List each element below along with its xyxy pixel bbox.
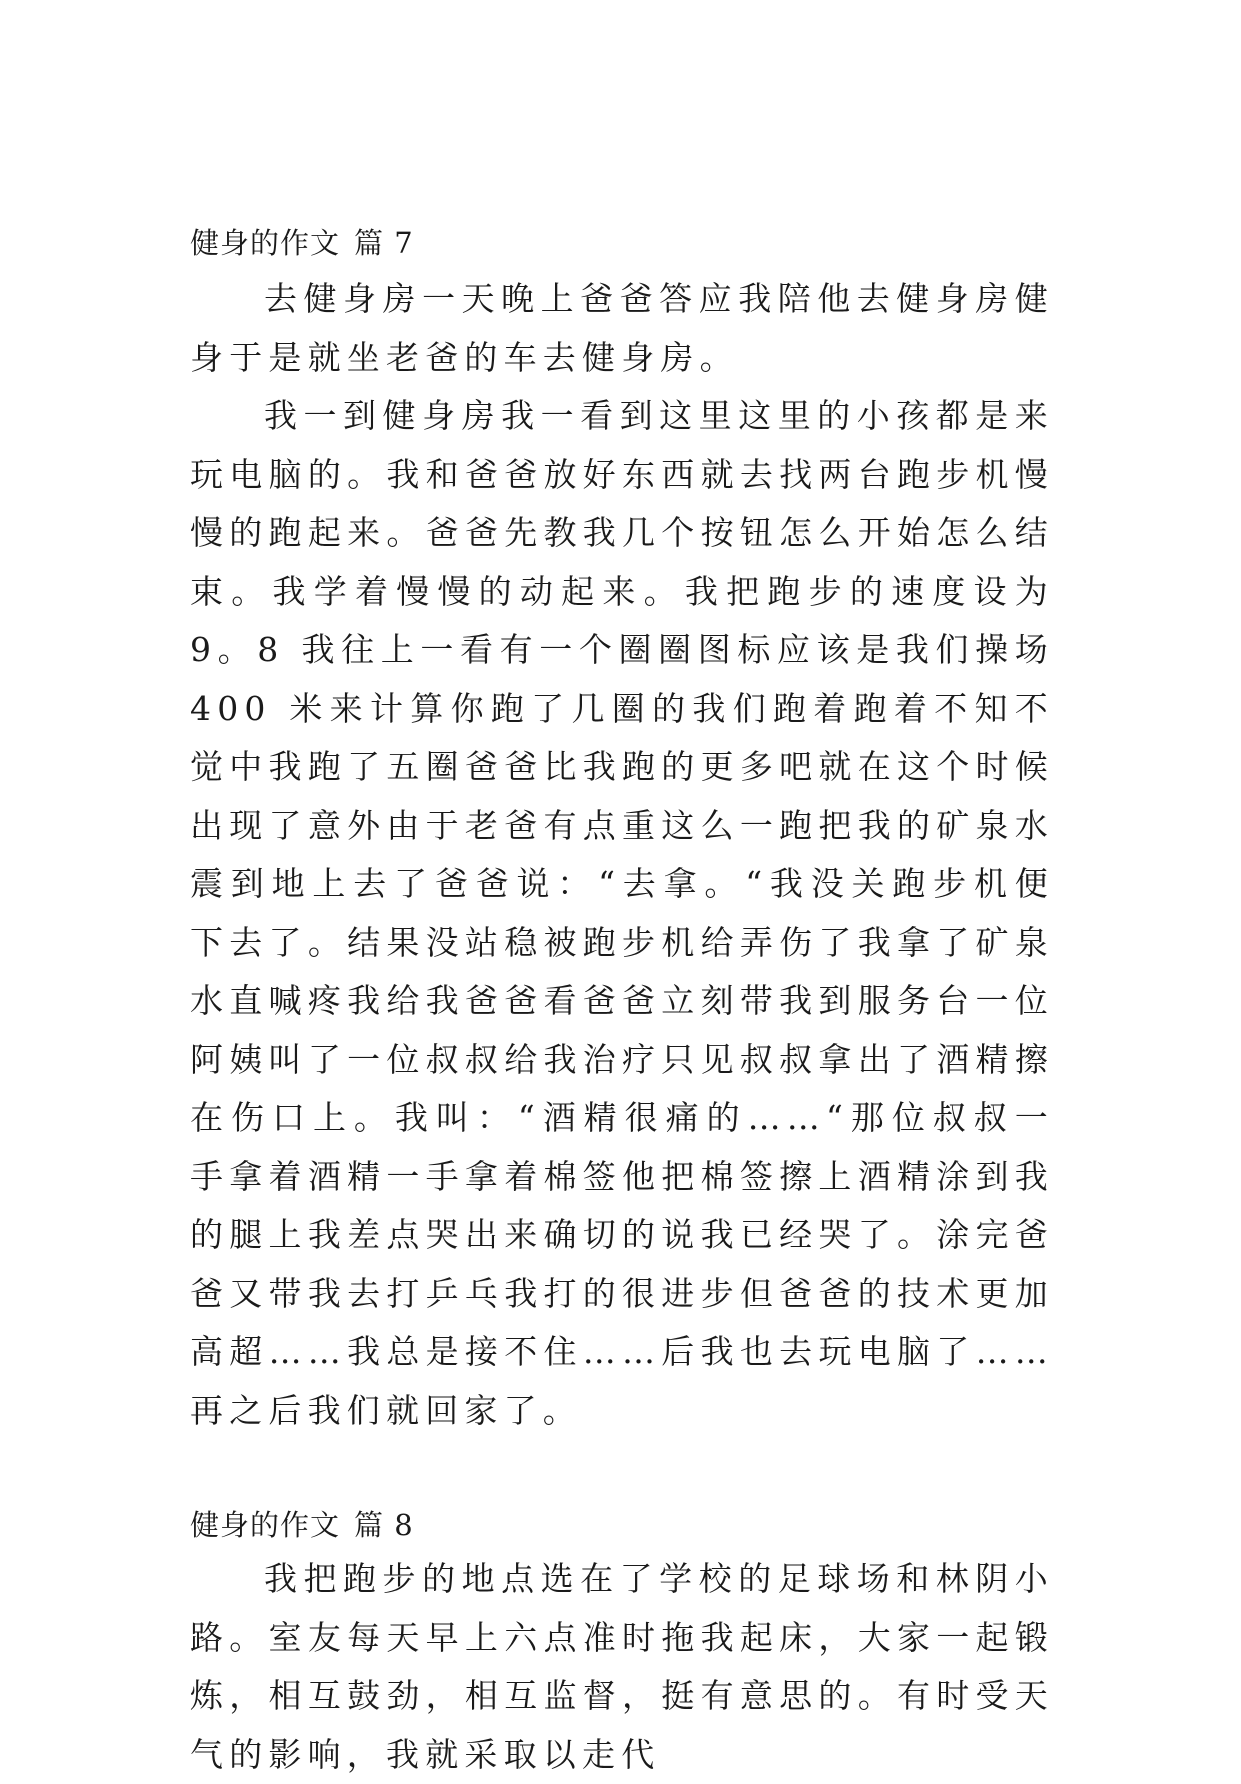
paragraph: 我一到健身房我一看到这里这里的小孩都是来玩电脑的。我和爸爸放好东西就去找两台跑步机慢慢的跑起来。爸爸先教我几个按钮怎么开始怎么结束。我学着慢慢的动起来。我把跑步的速度设为 9。8 我往上一看有一个圈圈图标应该是我们操场 400 米来计算你跑了几圈的我们跑着跑着不知不觉中我跑了五圈爸爸比我跑的更多吧就在这个时候出现了意外由于老爸有点重这么一跑把我的矿泉水震到地上去了爸爸说：“去拿。“我没关跑步机便下去了。结果没站稳被跑步机给弄伤了我拿了矿泉水直喊疼我给我爸爸看爸爸立刻带我到服务台一位阿姨叫了一位叔叔给我治疗只见叔叔拿出了酒精擦在伤口上。我叫：“酒精很痛的……“那位叔叔一手拿着酒精一手拿着棉签他把棉签擦上酒精涂到我的腿上我差点哭出来确切的说我已经哭了。涂完爸爸又带我去打乒乓我打的很进步但爸爸的技术更加高超……我总是接不住……后我也去玩电脑了……再之后我们就回家了。 (190, 396, 1054, 1430)
section-title: 健身的作文 (190, 1508, 341, 1542)
paragraph: 去健身房一天晚上爸爸答应我陪他去健身房健身于是就坐老爸的车去健身房。 (190, 279, 1054, 377)
paragraph: 我把跑步的地点选在了学校的足球场和林阴小路。室友每天早上六点准时拖我起床，大家一起锻炼，相互鼓劲，相互监督，挺有意思的。有时受天气的影响，我就采取以走代 (190, 1559, 1054, 1774)
document-page (190, 218, 1054, 1784)
section-heading (190, 1500, 1054, 1550)
section-number: 篇 7 (354, 226, 414, 260)
essay-section-7 (190, 218, 1054, 1440)
section-title: 健身的作文 (190, 226, 341, 260)
essay-section-8 (190, 1500, 1054, 1784)
section-number: 篇 8 (354, 1508, 414, 1542)
section-heading (190, 218, 1054, 268)
